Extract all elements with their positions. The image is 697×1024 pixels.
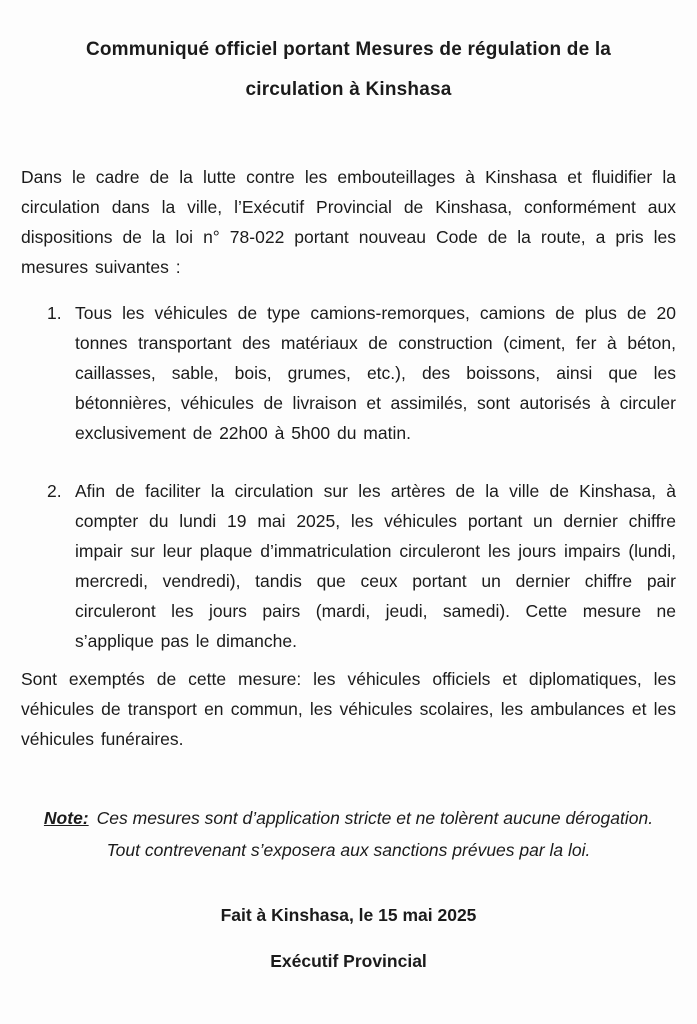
measures-list (21, 298, 676, 656)
measure-number: 2. (47, 481, 62, 501)
note-line-1 (21, 802, 676, 834)
exemptions-paragraph: Sont exemptés de cette mesure: les véhicules officiels et diplomatiques, les véhicules de transport en commun, les véhicules scolaires, les ambulances et les véhicules funéraires. (21, 669, 676, 749)
measure-item-2 (21, 476, 676, 656)
measure-text: Afin de faciliter la circulation sur les artères de la ville de Kinshasa, à compter du lundi 19 mai 2025, les véhicules portant un dernier chiffre impair sur leur plaque d’immatriculation circuleront les jours impairs (lundi, mercredi, vendredi), tandis que ceux portant un dernier chiffre pair circuleront les jours pairs (mardi, jeudi, samedi). Cette mesure ne s’applique pas le dimanche. (75, 481, 676, 651)
measure-item-1 (21, 298, 676, 448)
place-date-line: Fait à Kinshasa, le 15 mai 2025 (220, 905, 477, 925)
note-block (21, 802, 676, 866)
measure-number: 1. (47, 303, 62, 323)
note-label: Note: (43, 808, 89, 828)
intro-paragraph: Dans le cadre de la lutte contre les embouteillages à Kinshasa et fluidifier la circulation dans la ville, l’Exécutif Provincial de Kinshasa, conformément aux dispositions de la loi n° 78-022 portant nouveau Code de la route, a pris les mesures suivantes : (21, 167, 676, 277)
measure-text: Tous les véhicules de type camions-remorques, camions de plus de 20 tonnes transportant des matériaux de construction (ciment, fer à béton, caillasses, sable, bois, grumes, etc.), des boissons, ainsi que les bétonnières, véhicules de livraison et assimilés, sont autorisés à circuler exclusivement de 22h00 à 5h00 du matin. (75, 303, 676, 443)
signature-line: Exécutif Provincial (270, 951, 427, 971)
document-title (21, 30, 676, 110)
document-title-line1: Communiqué officiel portant Mesures de régulation de la (85, 39, 612, 60)
note-sentence-1: Ces mesures sont d’application stricte et ne tolèrent aucune dérogation. (96, 808, 654, 828)
document-title-line2: circulation à Kinshasa (245, 79, 452, 100)
note-sentence-2: Tout contrevenant s’exposera aux sanctions prévues par la loi. (106, 840, 591, 860)
